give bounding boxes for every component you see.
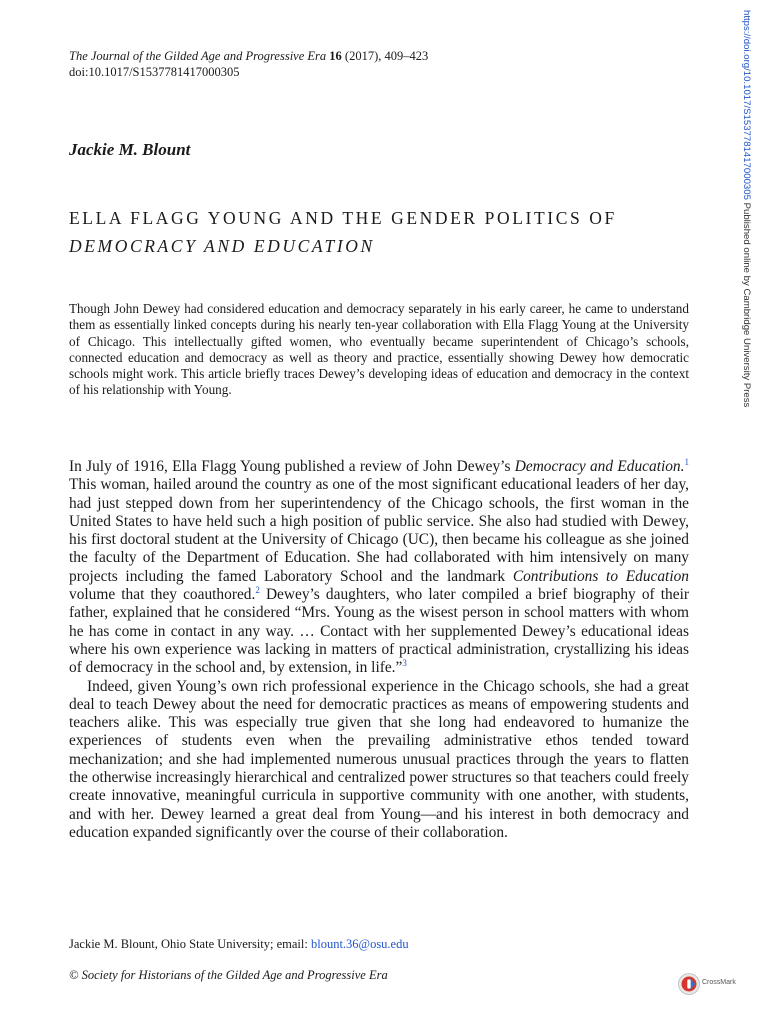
p1-book-title: Democracy and Education: [514, 458, 681, 475]
footnote-ref-2[interactable]: 2: [255, 584, 260, 595]
side-doi-text: [741, 10, 752, 407]
crossmark-icon: [678, 973, 700, 995]
side-doi-link[interactable]: https://doi.org/10.1017/S1537781417000305: [741, 10, 752, 200]
journal-name: The Journal of the Gilded Age and Progressive Era: [69, 49, 327, 63]
side-strip: [738, 10, 754, 430]
body-paragraph-2: Indeed, given Young’s own rich professional experience in the Chicago schools, she had a great deal to teach Dewey about the need for democratic practices as means of empowering students and teachers alike. This was especially true given that she long had endeavored to humanize the experiences of students even when the prevailing administrative ethos tended toward mechanization; and she had implemented numerous unusual practices through the years to flatten the otherwise increasingly hierarchical and centralized power structures so that teachers could freely create innovative, meaningful curricula in supportive community with one another, with students, and with her. Dewey learned a great deal from Young—and his interest in both democracy and education expanded significantly over the course of their collaboration.: [69, 677, 689, 841]
p1-text-a: In July of 1916, Ella Flagg Young published a review of John Dewey’s: [69, 458, 515, 475]
journal-doi: doi:10.1017/S1537781417000305: [69, 65, 240, 79]
p1-text-b: .: [680, 458, 685, 475]
title-part-2: DEMOCRACY AND EDUCATION: [69, 236, 375, 256]
author-email-link[interactable]: blount.36@osu.edu: [310, 937, 409, 951]
p1-text-e: Dewey’s daughters, who later compiled a brief biography of their father, explained that he considered “Mrs. Young as the wisest person in school matters with whom he has come in contact in any way. … Contact with her supplemented Dewey’s educational ideas where his own experience was lacking in matters of practical administration, crystallizing his ideas of democracy in the school and, by extension, in life.”: [69, 586, 689, 677]
crossmark-badge[interactable]: [678, 973, 748, 995]
title-part-1: ELLA FLAGG YOUNG AND THE GENDER POLITICS OF: [69, 208, 617, 228]
body-paragraph-1: [69, 458, 689, 678]
journal-citation: [69, 48, 428, 64]
footnote-ref-3[interactable]: 3: [402, 658, 407, 669]
side-published-text: Published online by Cambridge University Press: [741, 202, 752, 408]
author-affiliation: [69, 937, 409, 952]
p1-text-d: volume that they coauthored.: [69, 586, 256, 604]
affiliation-text: Jackie M. Blount, Ohio State University; email:: [69, 937, 311, 951]
article-abstract: Though John Dewey had considered education and democracy separately in his early career, he came to understand them as essentially linked concepts during his nearly ten-year collaboration with Ella Flagg Young at the University of Chicago. This intellectually gifted women, who eventually became superintendent of Chicago’s schools, connected education and democracy as well as theory and practice, essentially showing Dewey how democratic schools might work. This article briefly traces Dewey’s developing ideas of education and democracy in the context of his relationship with Young.: [69, 301, 689, 398]
journal-volume: 16: [329, 49, 342, 63]
p1-text-c: This woman, hailed around the country as one of the most significant educational leaders of her day, had just stepped down from her superintendency of the Chicago schools, the first woman in the United States to have held such a high position of public service. She also had studied with Dewey, his first doctoral student at the University of Chicago (UC), then became his colleague as she joined the faculty of the Department of Education. She had collaborated with him intensively on many projects including the famed Laboratory School and the landmark: [69, 476, 689, 585]
p1-contrib-title: Contributions to Education: [512, 567, 689, 585]
article-author: Jackie M. Blount: [69, 140, 191, 159]
copyright-notice: © Society for Historians of the Gilded Age and Progressive Era: [69, 968, 388, 982]
article-body: [69, 458, 689, 842]
journal-year-pages: (2017), 409–423: [344, 49, 429, 63]
footnote-ref-1[interactable]: 1: [684, 456, 689, 467]
crossmark-label: CrossMark: [702, 979, 736, 986]
article-title: [69, 204, 709, 260]
